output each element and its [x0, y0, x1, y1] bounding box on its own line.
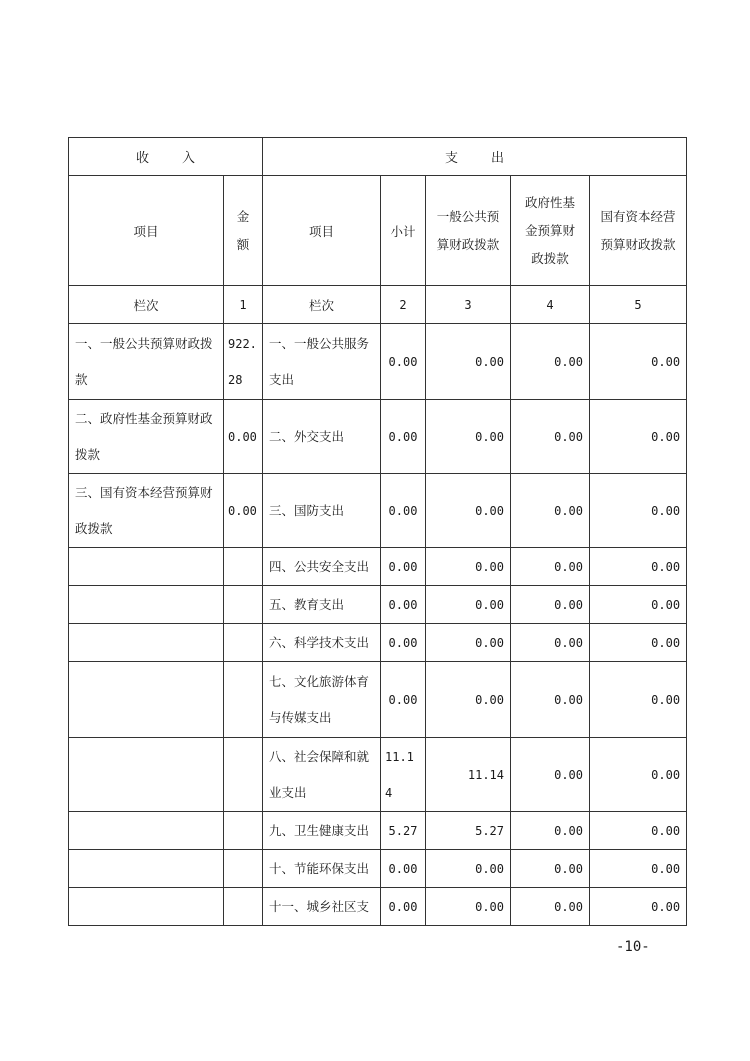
expense-subtotal: 0.00 — [381, 888, 426, 926]
column-number-label: 栏次 — [263, 286, 381, 324]
expense-item: 六、科学技术支出 — [263, 624, 381, 662]
expense-gov-fund: 0.00 — [511, 400, 590, 474]
column-number: 1 — [224, 286, 263, 324]
column-number-label: 栏次 — [69, 286, 224, 324]
expense-gov-fund: 0.00 — [511, 662, 590, 738]
table-row — [69, 812, 687, 850]
income-item: 二、政府性基金预算财政拨款 — [69, 400, 224, 474]
expense-subtotal: 0.00 — [381, 624, 426, 662]
table-row — [69, 548, 687, 586]
table-row — [69, 888, 687, 926]
column-number: 3 — [426, 286, 511, 324]
expense-item: 九、卫生健康支出 — [263, 812, 381, 850]
expense-item: 一、一般公共服务支出 — [263, 324, 381, 400]
expense-gov-fund: 0.00 — [511, 888, 590, 926]
expense-general: 0.00 — [426, 474, 511, 548]
expense-state-capital: 0.00 — [590, 662, 687, 738]
expense-gov-fund: 0.00 — [511, 850, 590, 888]
income-amount: 922.28 — [224, 324, 263, 400]
col-header-expense-item: 项目 — [263, 176, 381, 286]
column-number: 2 — [381, 286, 426, 324]
expense-general: 0.00 — [426, 624, 511, 662]
expense-gov-fund: 0.00 — [511, 548, 590, 586]
expense-state-capital: 0.00 — [590, 850, 687, 888]
expense-item: 三、国防支出 — [263, 474, 381, 548]
expense-item: 四、公共安全支出 — [263, 548, 381, 586]
expense-header: 支 出 — [263, 138, 687, 176]
income-amount: 0.00 — [224, 474, 263, 548]
budget-table — [68, 137, 687, 926]
expense-gov-fund: 0.00 — [511, 474, 590, 548]
col-header-amount: 金额 — [224, 176, 263, 286]
expense-state-capital: 0.00 — [590, 474, 687, 548]
expense-subtotal: 0.00 — [381, 548, 426, 586]
expense-subtotal: 0.00 — [381, 586, 426, 624]
income-amount: 0.00 — [224, 400, 263, 474]
expense-state-capital: 0.00 — [590, 624, 687, 662]
expense-gov-fund: 0.00 — [511, 324, 590, 400]
income-item: 三、国有资本经营预算财政拨款 — [69, 474, 224, 548]
expense-subtotal: 0.00 — [381, 324, 426, 400]
expense-general: 0.00 — [426, 324, 511, 400]
table-row — [69, 324, 687, 400]
expense-item: 十、节能环保支出 — [263, 850, 381, 888]
expense-item: 七、文化旅游体育与传媒支出 — [263, 662, 381, 738]
table-row — [69, 738, 687, 812]
expense-item: 二、外交支出 — [263, 400, 381, 474]
expense-gov-fund: 0.00 — [511, 586, 590, 624]
expense-general: 0.00 — [426, 888, 511, 926]
page-number: -10- — [616, 939, 650, 955]
expense-state-capital: 0.00 — [590, 888, 687, 926]
expense-state-capital: 0.00 — [590, 812, 687, 850]
expense-item: 十一、城乡社区支 — [263, 888, 381, 926]
expense-general: 0.00 — [426, 662, 511, 738]
column-number: 4 — [511, 286, 590, 324]
expense-general: 0.00 — [426, 400, 511, 474]
income-item: 一、一般公共预算财政拨款 — [69, 324, 224, 400]
col-header-income-item: 项目 — [69, 176, 224, 286]
expense-general: 0.00 — [426, 586, 511, 624]
expense-gov-fund: 0.00 — [511, 738, 590, 812]
expense-subtotal: 5.27 — [381, 812, 426, 850]
expense-item: 八、社会保障和就业支出 — [263, 738, 381, 812]
expense-item: 五、教育支出 — [263, 586, 381, 624]
col-header-general: 一般公共预算财政拨款 — [426, 176, 511, 286]
table-row — [69, 400, 687, 474]
col-header-subtotal: 小计 — [381, 176, 426, 286]
expense-state-capital: 0.00 — [590, 548, 687, 586]
expense-subtotal: 11.14 — [381, 738, 426, 812]
expense-general: 5.27 — [426, 812, 511, 850]
table-row — [69, 850, 687, 888]
table-row — [69, 474, 687, 548]
income-header: 收 入 — [69, 138, 263, 176]
expense-general: 0.00 — [426, 850, 511, 888]
expense-state-capital: 0.00 — [590, 738, 687, 812]
expense-subtotal: 0.00 — [381, 850, 426, 888]
expense-subtotal: 0.00 — [381, 474, 426, 548]
table-row — [69, 662, 687, 738]
table-row — [69, 624, 687, 662]
col-header-gov-fund: 政府性基金预算财政拨款 — [511, 176, 590, 286]
table-row — [69, 586, 687, 624]
expense-gov-fund: 0.00 — [511, 812, 590, 850]
expense-gov-fund: 0.00 — [511, 624, 590, 662]
expense-state-capital: 0.00 — [590, 324, 687, 400]
expense-subtotal: 0.00 — [381, 400, 426, 474]
expense-general: 0.00 — [426, 548, 511, 586]
expense-state-capital: 0.00 — [590, 400, 687, 474]
col-header-state-capital: 国有资本经营预算财政拨款 — [590, 176, 687, 286]
expense-subtotal: 0.00 — [381, 662, 426, 738]
column-number: 5 — [590, 286, 687, 324]
expense-general: 11.14 — [426, 738, 511, 812]
expense-state-capital: 0.00 — [590, 586, 687, 624]
